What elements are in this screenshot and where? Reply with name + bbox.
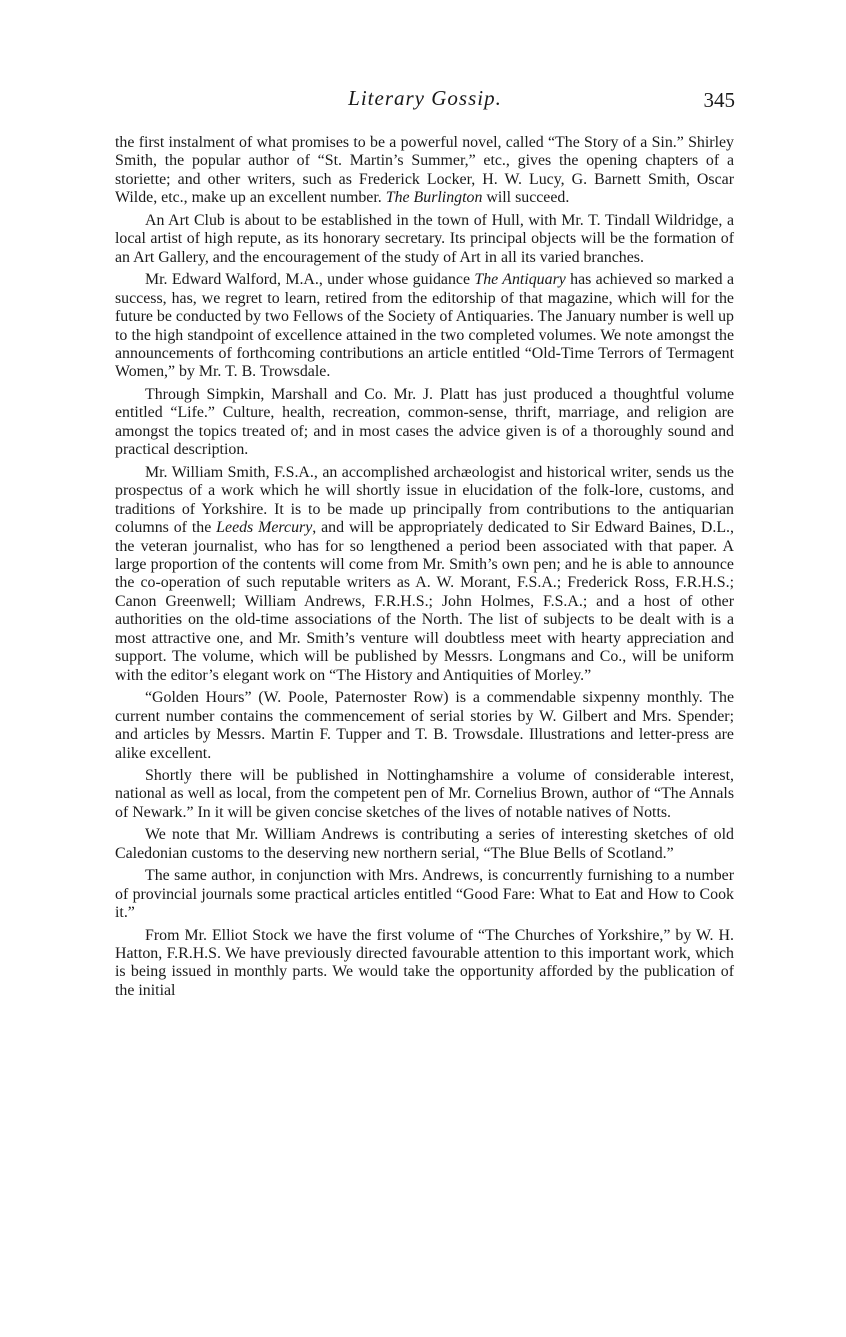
paragraph-text: the first instalment of what promises to be a powerful novel, called “The Story of a Sin.” Shirley Smith, the popular author of “St. Martin’s Summer,” etc., gives the opening chapters of a storiette; and other writers, such as Frederick Locker, H. W. Lucy, G. Barnett Smith, Oscar Wilde, etc., make up an excellent number. [115,134,734,207]
paragraph-nottinghamshire: Shortly there will be published in Nottinghamshire a volume of considerable interest, national as well as local, from the competent pen of Mr. Cornelius Brown, author of “The Annals of Newark.” In it will be given concise sketches of the lives of notable natives of Notts. [115,766,734,821]
running-head [115,86,735,120]
paragraph-burlington [115,134,734,208]
paragraph-art-club: An Art Club is about to be established in the town of Hull, with Mr. T. Tindall Wildridge, a local artist of high repute, as its honorary secretary. Its principal objects will be the formation of an Art Gallery, and the encouragement of the study of Art in all its varied branches. [115,211,734,266]
periodical-title: The Antiquary [474,271,566,289]
paragraph-churches-of-yorkshire: From Mr. Elliot Stock we have the first volume of “The Churches of Yorkshire,” by W. H. Hatton, F.R.H.S. We have previously directed favourable attention to this important work, which is being issued in monthly parts. We would take the opportunity afforded by the publication of the initial [115,926,734,999]
paragraph-life-volume: Through Simpkin, Marshall and Co. Mr. J. Platt has just produced a thoughtful volume entitled “Life.” Culture, health, recreation, common-sense, thrift, marriage, and religion are amongst the topics treated of; and in most cases the advice given is of a thoroughly sound and practical description. [115,385,734,459]
paragraph-text: Mr. Edward Walford, M.A., under whose guidance [145,271,475,289]
paragraph-text: , and will be appropriately dedicated to Sir Edward Baines, D.L., the veteran journalist, who has for so lengthened a period been associated with that paper. A large proportion of the contents will come from Mr. Smith’s own pen; and he is able to announce the co-operation of such reputable writers as A. W. Morant, F.S.A.; Frederick Ross, F.R.H.S.; Canon Greenwell; William Andrews, F.R.H.S.; John Holmes, F.S.A.; and a host of other authorities on the old-time associations of the North. The list of subjects to be dealt with is a most attractive one, and Mr. Smith’s venture will doubtless meet with hearty appreciation and support. The volume, which will be published by Messrs. Longmans and Co., will be uniform with the editor’s elegant work on “The History and Antiquities of Morley.” [115,519,735,684]
periodical-title: The Burlington [385,189,483,207]
periodical-title: Leeds Mercury [216,519,313,537]
running-title: Literary Gossip. [348,86,502,110]
paragraph-text: will succeed. [482,189,570,207]
paragraph-blue-bells: We note that Mr. William Andrews is contributing a series of interesting sketches of old Caledonian customs to the deserving new northern serial, “The Blue Bells of Scotland.” [115,826,734,862]
page-number: 345 [703,88,735,112]
paragraph-good-fare: The same author, in conjunction with Mrs. Andrews, is concurrently furnishing to a number of provincial journals some practical articles entitled “Good Fare: What to Eat and How to Cook it.” [115,867,734,922]
paragraph-golden-hours: “Golden Hours” (W. Poole, Paternoster Row) is a commendable sixpenny monthly. The current number contains the commencement of serial stories by W. Gilbert and Mrs. Spender; and articles by Messrs. Martin F. Tupper and T. B. Trowsdale. Illustrations and letter-press are alike excellent. [115,689,734,762]
paragraph-text: has achieved so marked a success, has, we regret to learn, retired from the editorship of that magazine, which will for the future be conducted by two Fellows of the Society of Antiquaries. The January number is well up to the high standpoint of excellence attained in the two completed volumes. We note amongst the announcements of forthcoming contributions an article entitled “Old-Time Terrors of Termagent Women,” by Mr. T. B. Trowsdale. [115,271,735,381]
paragraph-antiquary [115,271,734,382]
paragraph-yorkshire-folklore [115,464,734,685]
article-body [115,134,734,1004]
paragraph-text: Mr. William Smith, F.S.A., an accomplished archæologist and historical writer, sends us the prospectus of a work which he will shortly issue in elucidation of the folk-lore, customs, and traditions of Yorkshire. It is to be made up principally from contributions to the antiquarian columns of the [115,463,734,537]
